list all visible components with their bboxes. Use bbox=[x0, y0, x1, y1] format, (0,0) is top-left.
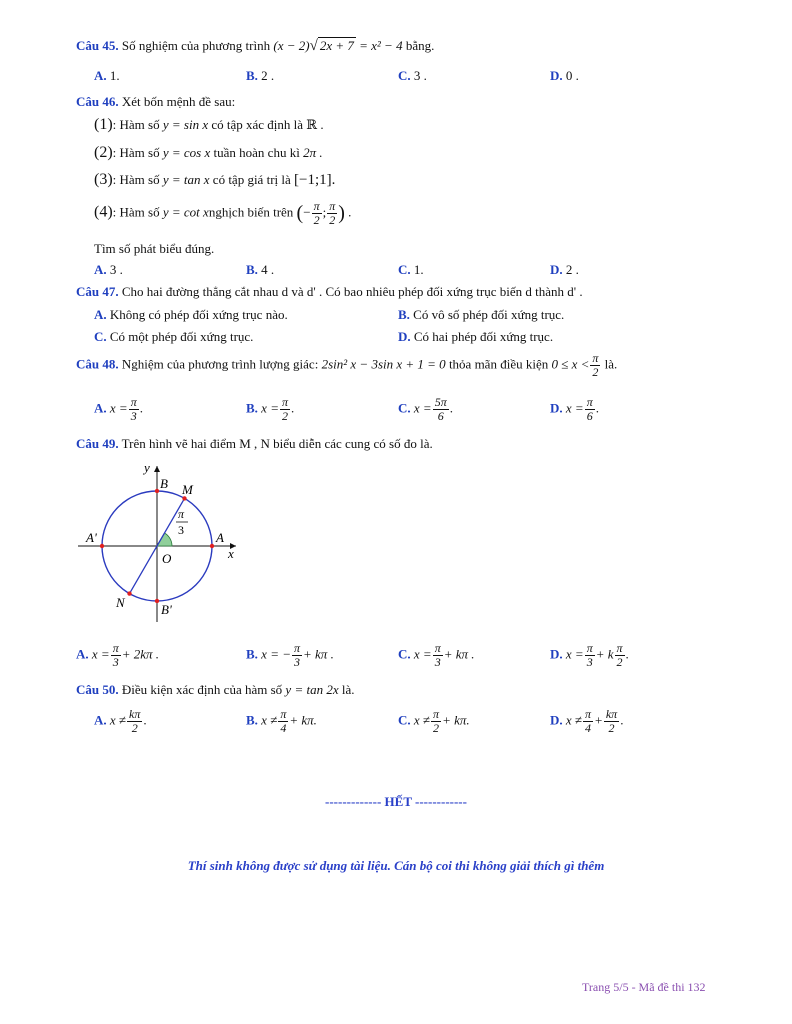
option-math: x ≠ bbox=[413, 712, 431, 728]
option-d[interactable] bbox=[550, 68, 579, 84]
statement-text: nghịch biến trên bbox=[208, 204, 294, 220]
question-number: Câu 49. bbox=[76, 436, 119, 451]
statement-text: : Hàm số bbox=[112, 145, 160, 160]
equation: 2sin² x − 3sin x + 1 = 0 bbox=[321, 356, 446, 372]
frac-num: π bbox=[112, 641, 119, 655]
question-number: Câu 50. bbox=[76, 682, 119, 697]
option-a[interactable] bbox=[76, 642, 159, 669]
question-45: Câu 45. Số nghiệm của phương trình (x − 2)√ 2x + 7 = x² − 4 bằng. bbox=[76, 38, 435, 54]
question-49 bbox=[76, 436, 433, 452]
point-a-prime bbox=[100, 544, 104, 548]
option-b[interactable] bbox=[246, 262, 274, 278]
option-a[interactable] bbox=[94, 68, 120, 84]
frac-den: 6 bbox=[437, 409, 444, 423]
equation-part: (x − 2) bbox=[273, 38, 310, 53]
question-ask: Tìm số phát biểu đúng. bbox=[94, 241, 215, 256]
frac-den: 3 bbox=[586, 655, 593, 669]
point-n bbox=[127, 591, 131, 595]
label-n: N bbox=[116, 595, 125, 610]
option-math: x = bbox=[91, 646, 110, 662]
statement-math: 2π . bbox=[303, 145, 323, 160]
option-math: x ≠ bbox=[109, 712, 127, 728]
statement-text: : Hàm số bbox=[112, 117, 160, 132]
option-text: 4 . bbox=[261, 262, 275, 277]
question-number: Câu 48. bbox=[76, 356, 119, 372]
option-text: Có hai phép đối xứng trục. bbox=[413, 329, 554, 344]
statement-index: (1) bbox=[94, 116, 113, 133]
option-label: A. bbox=[94, 400, 107, 416]
option-a[interactable] bbox=[94, 262, 123, 278]
option-math: . bbox=[595, 400, 599, 416]
option-text: 2 . bbox=[565, 262, 579, 277]
unit-circle-figure bbox=[74, 460, 244, 625]
statement-text: có tập xác định là bbox=[211, 117, 304, 132]
page-footer: Trang 5/5 - Mã đề thi 132 bbox=[582, 980, 706, 994]
frac-den: 3 bbox=[130, 409, 137, 423]
question-text: Xét bốn mệnh đề sau: bbox=[121, 94, 236, 109]
option-math: x ≠ bbox=[565, 712, 583, 728]
statement-text: có tập giá trị là bbox=[212, 172, 291, 187]
option-label: D. bbox=[398, 329, 411, 344]
question-tail: bằng. bbox=[405, 38, 435, 53]
frac-num: π bbox=[281, 395, 288, 409]
option-math: x = − bbox=[261, 646, 291, 662]
question-50 bbox=[76, 682, 355, 698]
option-math: + kπ . bbox=[303, 646, 334, 662]
option-text: 3 . bbox=[109, 262, 123, 277]
option-label: B. bbox=[246, 712, 258, 728]
option-text: Có vô số phép đối xứng trục. bbox=[413, 307, 565, 322]
label-y: y bbox=[144, 460, 150, 475]
option-label: B. bbox=[398, 307, 410, 322]
question-text: Trên hình vẽ hai điểm M , N biểu diễn các cung có số đo là. bbox=[121, 436, 433, 451]
option-a[interactable] bbox=[94, 307, 288, 323]
option-math: . bbox=[139, 400, 143, 416]
option-b[interactable] bbox=[246, 642, 334, 669]
label-b: B bbox=[160, 476, 168, 491]
option-label: C. bbox=[398, 712, 411, 728]
label-a-prime: A' bbox=[86, 530, 97, 545]
option-d[interactable] bbox=[398, 329, 553, 345]
option-d[interactable] bbox=[550, 396, 599, 423]
statement-3 bbox=[94, 171, 335, 189]
option-text: 2 . bbox=[261, 68, 275, 83]
label-three: 3 bbox=[178, 523, 184, 537]
option-math: . bbox=[290, 400, 295, 416]
option-b[interactable]: B. x ≠ $\frac{\pi}{4}$ + kπ. bbox=[246, 707, 317, 735]
frac-num: 5π bbox=[434, 395, 447, 409]
question-47 bbox=[76, 284, 583, 300]
statement-math: [−1;1]. bbox=[294, 172, 336, 188]
label-b-prime: B' bbox=[161, 602, 172, 617]
statement-math: y = tan x bbox=[162, 172, 210, 187]
option-text: 0 . bbox=[565, 68, 579, 83]
option-text: 1. bbox=[109, 68, 120, 83]
question-text: Điều kiện xác định của hàm số bbox=[121, 682, 283, 697]
statement-math: ℝ . bbox=[306, 117, 324, 132]
point-b-prime bbox=[155, 599, 159, 603]
option-math: + 2kπ . bbox=[121, 646, 160, 662]
statement-4: (4): Hàm số y = cot xnghịch biến trên (− $\frac{\pi}{2}$ ; $\frac{\pi}{2}$ ) . bbox=[94, 199, 352, 227]
option-text: Không có phép đối xứng trục nào. bbox=[109, 307, 288, 322]
question-text: Cho hai đường thẳng cắt nhau d và d' . Có bao nhiêu phép đối xứng trục biến d thành d' . bbox=[121, 284, 583, 299]
point-a bbox=[210, 544, 214, 548]
frac-den: 6 bbox=[586, 409, 593, 423]
label-pi: π bbox=[178, 507, 185, 521]
statement-math: . bbox=[348, 204, 352, 220]
frac-den: 2 bbox=[281, 409, 288, 423]
equation-part: = x² − 4 bbox=[359, 38, 403, 53]
option-label: C. bbox=[398, 68, 411, 83]
frac-den: 3 bbox=[112, 655, 119, 669]
option-text: Có một phép đối xứng trục. bbox=[109, 329, 254, 344]
option-c[interactable] bbox=[94, 329, 253, 345]
statement-text: : Hàm số bbox=[112, 172, 160, 187]
question-number: Câu 46. bbox=[76, 94, 119, 109]
option-c[interactable] bbox=[398, 262, 424, 278]
equation-sqrt: 2x + 7 bbox=[319, 38, 354, 53]
label-o: O bbox=[162, 551, 172, 566]
question-48: Câu 48. Nghiệm của phương trình lượng giác: 2sin² x − 3sin x + 1 = 0 thỏa mãn điều kiện 0 ≤ x < $\frac{\pi}{2}$ là. bbox=[76, 351, 618, 379]
option-label: C. bbox=[398, 400, 411, 416]
end-marker: ------------- HẾT ------------ bbox=[325, 794, 467, 809]
statement-text: : Hàm số bbox=[112, 204, 160, 220]
question-number: Câu 47. bbox=[76, 284, 119, 299]
condition-text: thỏa mãn điều kiện bbox=[448, 356, 549, 372]
question-46 bbox=[76, 94, 235, 110]
option-a[interactable] bbox=[94, 396, 143, 423]
option-math: x = bbox=[413, 646, 432, 662]
statement-index: (3) bbox=[94, 171, 113, 188]
label-x: x bbox=[228, 546, 234, 561]
option-math: x = bbox=[565, 400, 584, 416]
option-label: C. bbox=[398, 262, 411, 277]
statement-index: (4) bbox=[94, 203, 113, 221]
question-text: Nghiệm của phương trình lượng giác: bbox=[121, 356, 319, 372]
frac-num: π bbox=[586, 641, 593, 655]
option-math: x = bbox=[413, 400, 432, 416]
option-label: C. bbox=[398, 646, 411, 662]
option-b[interactable] bbox=[398, 307, 564, 323]
option-label: A. bbox=[94, 307, 107, 322]
option-b[interactable] bbox=[246, 396, 294, 423]
option-b[interactable] bbox=[246, 68, 274, 84]
question-text: Số nghiệm của phương trình bbox=[121, 38, 271, 53]
option-text: 1. bbox=[413, 262, 424, 277]
point-b bbox=[155, 489, 159, 493]
option-label: A. bbox=[94, 262, 107, 277]
question-tail: là. bbox=[604, 356, 618, 372]
option-label: D. bbox=[550, 400, 563, 416]
option-label: B. bbox=[246, 68, 258, 83]
statement-1 bbox=[94, 116, 324, 134]
statement-math: y = cos x bbox=[162, 145, 211, 160]
frac-num: π bbox=[130, 395, 137, 409]
option-label: D. bbox=[550, 646, 563, 662]
option-d[interactable]: D. x ≠ $\frac{\pi}{4}$ + $\frac{k\pi}{2}$ . bbox=[550, 707, 624, 735]
option-math: x = bbox=[109, 400, 128, 416]
option-c[interactable] bbox=[398, 68, 427, 84]
condition-math: 0 ≤ x < bbox=[551, 356, 590, 372]
frac-num: π bbox=[434, 641, 441, 655]
question-number: Câu 45. bbox=[76, 38, 119, 53]
option-label: B. bbox=[246, 262, 258, 277]
option-label: D. bbox=[550, 712, 563, 728]
option-d[interactable]: D. x = $\frac{\pi}{3}$ + k $\frac{\pi}{2}$ . bbox=[550, 641, 629, 669]
statement-math: y = sin x bbox=[162, 117, 209, 132]
option-d[interactable] bbox=[550, 262, 579, 278]
option-math: x ≠ bbox=[261, 712, 278, 728]
option-label: B. bbox=[246, 646, 258, 662]
option-label: D. bbox=[550, 68, 563, 83]
option-label: A. bbox=[94, 68, 107, 83]
label-a: A bbox=[216, 530, 224, 545]
option-math: x = bbox=[261, 400, 279, 416]
option-label: D. bbox=[550, 262, 563, 277]
statement-2 bbox=[94, 144, 323, 162]
option-c[interactable] bbox=[398, 396, 453, 423]
statement-math: y = cot x bbox=[162, 204, 209, 220]
frac-den: 3 bbox=[294, 655, 300, 669]
option-math: + kπ . bbox=[443, 646, 475, 662]
statement-text: tuần hoàn chu kì bbox=[213, 145, 300, 160]
option-label: B. bbox=[246, 400, 258, 416]
option-a[interactable]: A. x ≠ $\frac{k\pi}{2}$ . bbox=[94, 707, 147, 735]
option-text: 3 . bbox=[413, 68, 427, 83]
exam-note: Thí sinh không được sử dụng tài liệu. Cán bộ coi thi không giải thích gì thêm bbox=[187, 858, 605, 873]
option-c[interactable] bbox=[398, 642, 475, 669]
option-label: C. bbox=[94, 329, 107, 344]
frac-num: π bbox=[586, 395, 593, 409]
equation: y = tan 2x bbox=[285, 682, 339, 697]
question-tail: là. bbox=[341, 682, 355, 697]
option-math: . bbox=[449, 400, 453, 416]
angle-sector bbox=[157, 533, 172, 546]
option-math: x = bbox=[565, 646, 584, 662]
frac-den: 3 bbox=[434, 655, 441, 669]
option-c[interactable]: C. x ≠ $\frac{\pi}{2}$ + kπ. bbox=[398, 707, 470, 735]
frac-num: π bbox=[294, 641, 301, 655]
statement-index: (2) bbox=[94, 144, 113, 161]
option-label: A. bbox=[94, 712, 107, 728]
label-m: M bbox=[182, 482, 193, 497]
option-label: A. bbox=[76, 646, 89, 662]
